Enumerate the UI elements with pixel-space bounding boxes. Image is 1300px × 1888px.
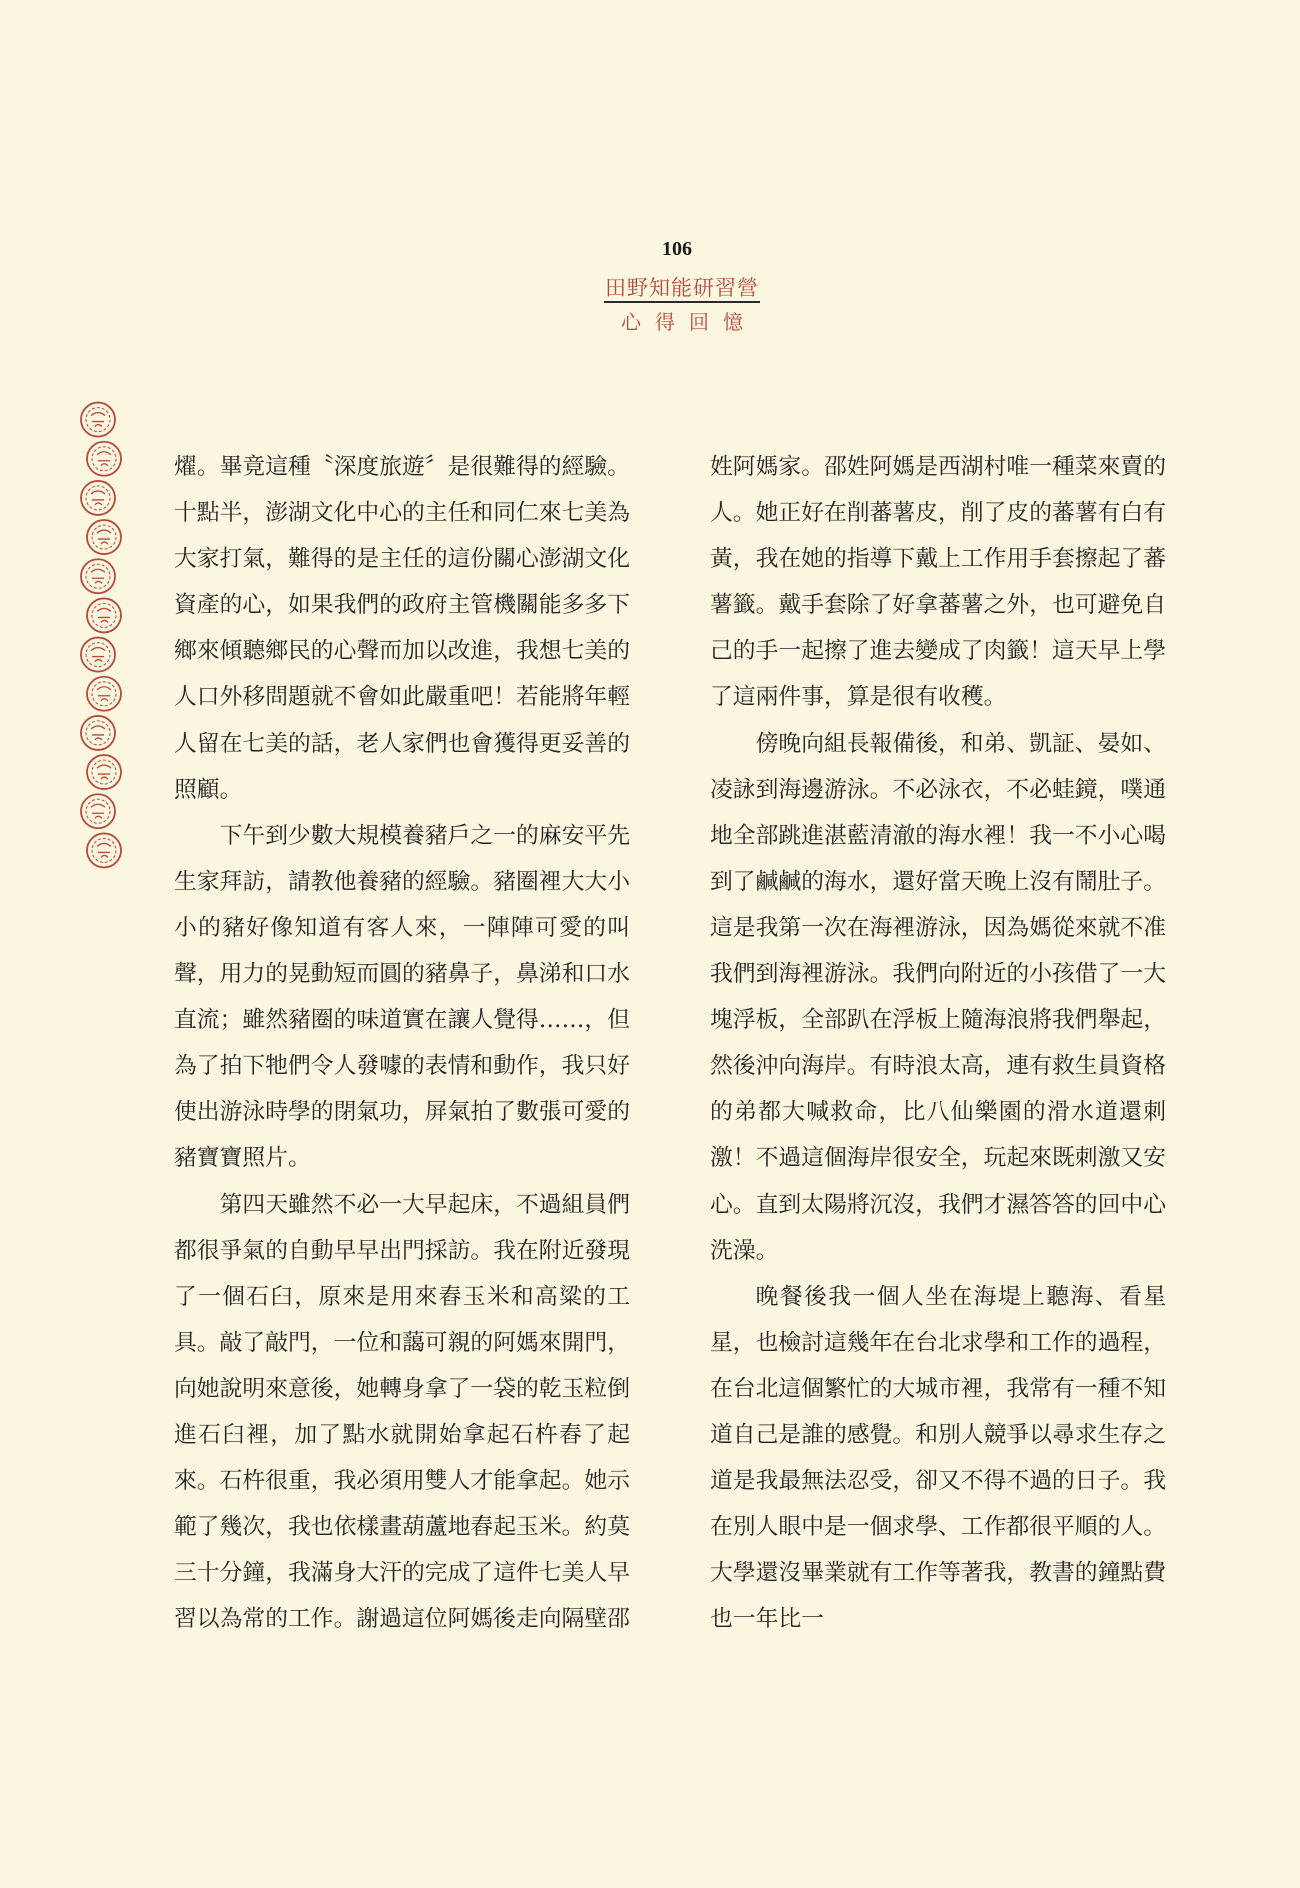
header-subtitle: 心得回憶 bbox=[621, 310, 757, 334]
paragraph: 晚餐後我一個人坐在海堤上聽海、看星星，也檢討這幾年在台北求學和工作的過程，在台北這個繁忙的大城市裡，我常有一種不知道自己是誰的感覺。和別人競爭以尋求生存之道是我最無法忍受，卻又不得不過的日子。我在別人眼中是一個求學、工作都很平順的人。大學還沒畢業就有工作等著我，教書的鐘點費也一年比一 bbox=[710, 1283, 1166, 1633]
seal-mark bbox=[81, 638, 115, 672]
paragraph: 下午到少數大規模養豬戶之一的麻安平先生家拜訪，請教他養豬的經驗。豬圈裡大大小小的豬好像知道有客人來，一陣陣可愛的叫聲，用力的晃動短而圓的豬鼻子，鼻涕和口水直流；雖然豬圈的味道實在讓人覺得……，但為了拍下牠們令人發噱的表情和動作，我只好使出游泳時學的閉氣功，屏氣拍了數張可愛的豬寶寶照片。 bbox=[174, 822, 630, 1172]
seal-strip bbox=[74, 400, 128, 870]
paragraph: 第四天雖然不必一大早起床，不過組員們都很爭氣的自動早早出門採訪。我在附近發現了一個石臼，原來是用來舂玉米和高粱的工具。敲了敲門，一位和藹可親的阿媽來開門，向她說明來意後，她轉身拿了一袋的乾玉粒倒進石臼裡，加了點水就開始拿起石杵舂了起來。石杵很重，我必須用雙人才能拿起。她示範了幾次，我也依樣畫葫蘆地舂起玉米。約莫三十分鐘，我滿身大汗的完成了這件七美人早習以為常的工作。謝過這位阿媽後走向隔壁邵 bbox=[174, 1191, 630, 1633]
seal-mark bbox=[81, 716, 115, 750]
seal-mark bbox=[81, 794, 115, 828]
right-column bbox=[710, 444, 1166, 1642]
seal-mark bbox=[87, 598, 121, 632]
seal-mark bbox=[87, 520, 121, 554]
page-number: 106 bbox=[662, 238, 692, 260]
header-title: 田野知能研習營 bbox=[605, 276, 759, 300]
seal-mark bbox=[87, 833, 121, 867]
seal-mark bbox=[87, 755, 121, 789]
paragraph: 傍晚向組長報備後，和弟、凱証、晏如、凌詠到海邊游泳。不必泳衣，不必蛙鏡，噗通地全部跳進湛藍清澈的海水裡！我一不小心喝到了鹹鹹的海水，還好當天晚上沒有鬧肚子。這是我第一次在海裡游泳，因為媽從來就不准我們到海裡游泳。我們向附近的小孩借了一大塊浮板，全部趴在浮板上隨海浪將我們舉起，然後沖向海岸。有時浪太高，連有救生員資格的弟都大喊救命，比八仙樂園的滑水道還刺激！不過這個海岸很安全，玩起來既刺激又安心。直到太陽將沉沒，我們才濕答答的回中心洗澡。 bbox=[710, 730, 1166, 1264]
paragraph: 燿。畢竟這種〝深度旅遊〞是很難得的經驗。十點半，澎湖文化中心的主任和同仁來七美為大家打氣，難得的是主任的這份關心澎湖文化資產的心，如果我們的政府主管機關能多多下鄉來傾聽鄉民的心聲而加以改進，我想七美的人口外移問題就不會如此嚴重吧！若能將年輕人留在七美的話，老人家們也會獲得更妥善的照顧。 bbox=[174, 454, 630, 803]
paragraph: 姓阿媽家。邵姓阿媽是西湖村唯一種菜來賣的人。她正好在削蕃薯皮，削了皮的蕃薯有白有黃，我在她的指導下戴上工作用手套擦起了蕃薯籤。戴手套除了好拿蕃薯之外，也可避免自己的手一起擦了進去變成了肉籤！這天早上學了這兩件事，算是很有收穫。 bbox=[710, 454, 1166, 711]
seal-mark bbox=[87, 677, 121, 711]
seal-ornament bbox=[74, 400, 128, 870]
left-column bbox=[174, 444, 630, 1642]
seal-mark bbox=[81, 403, 115, 437]
seal-mark bbox=[81, 559, 115, 593]
header-rule bbox=[604, 301, 760, 303]
seal-mark bbox=[81, 481, 115, 515]
seal-mark bbox=[87, 442, 121, 476]
